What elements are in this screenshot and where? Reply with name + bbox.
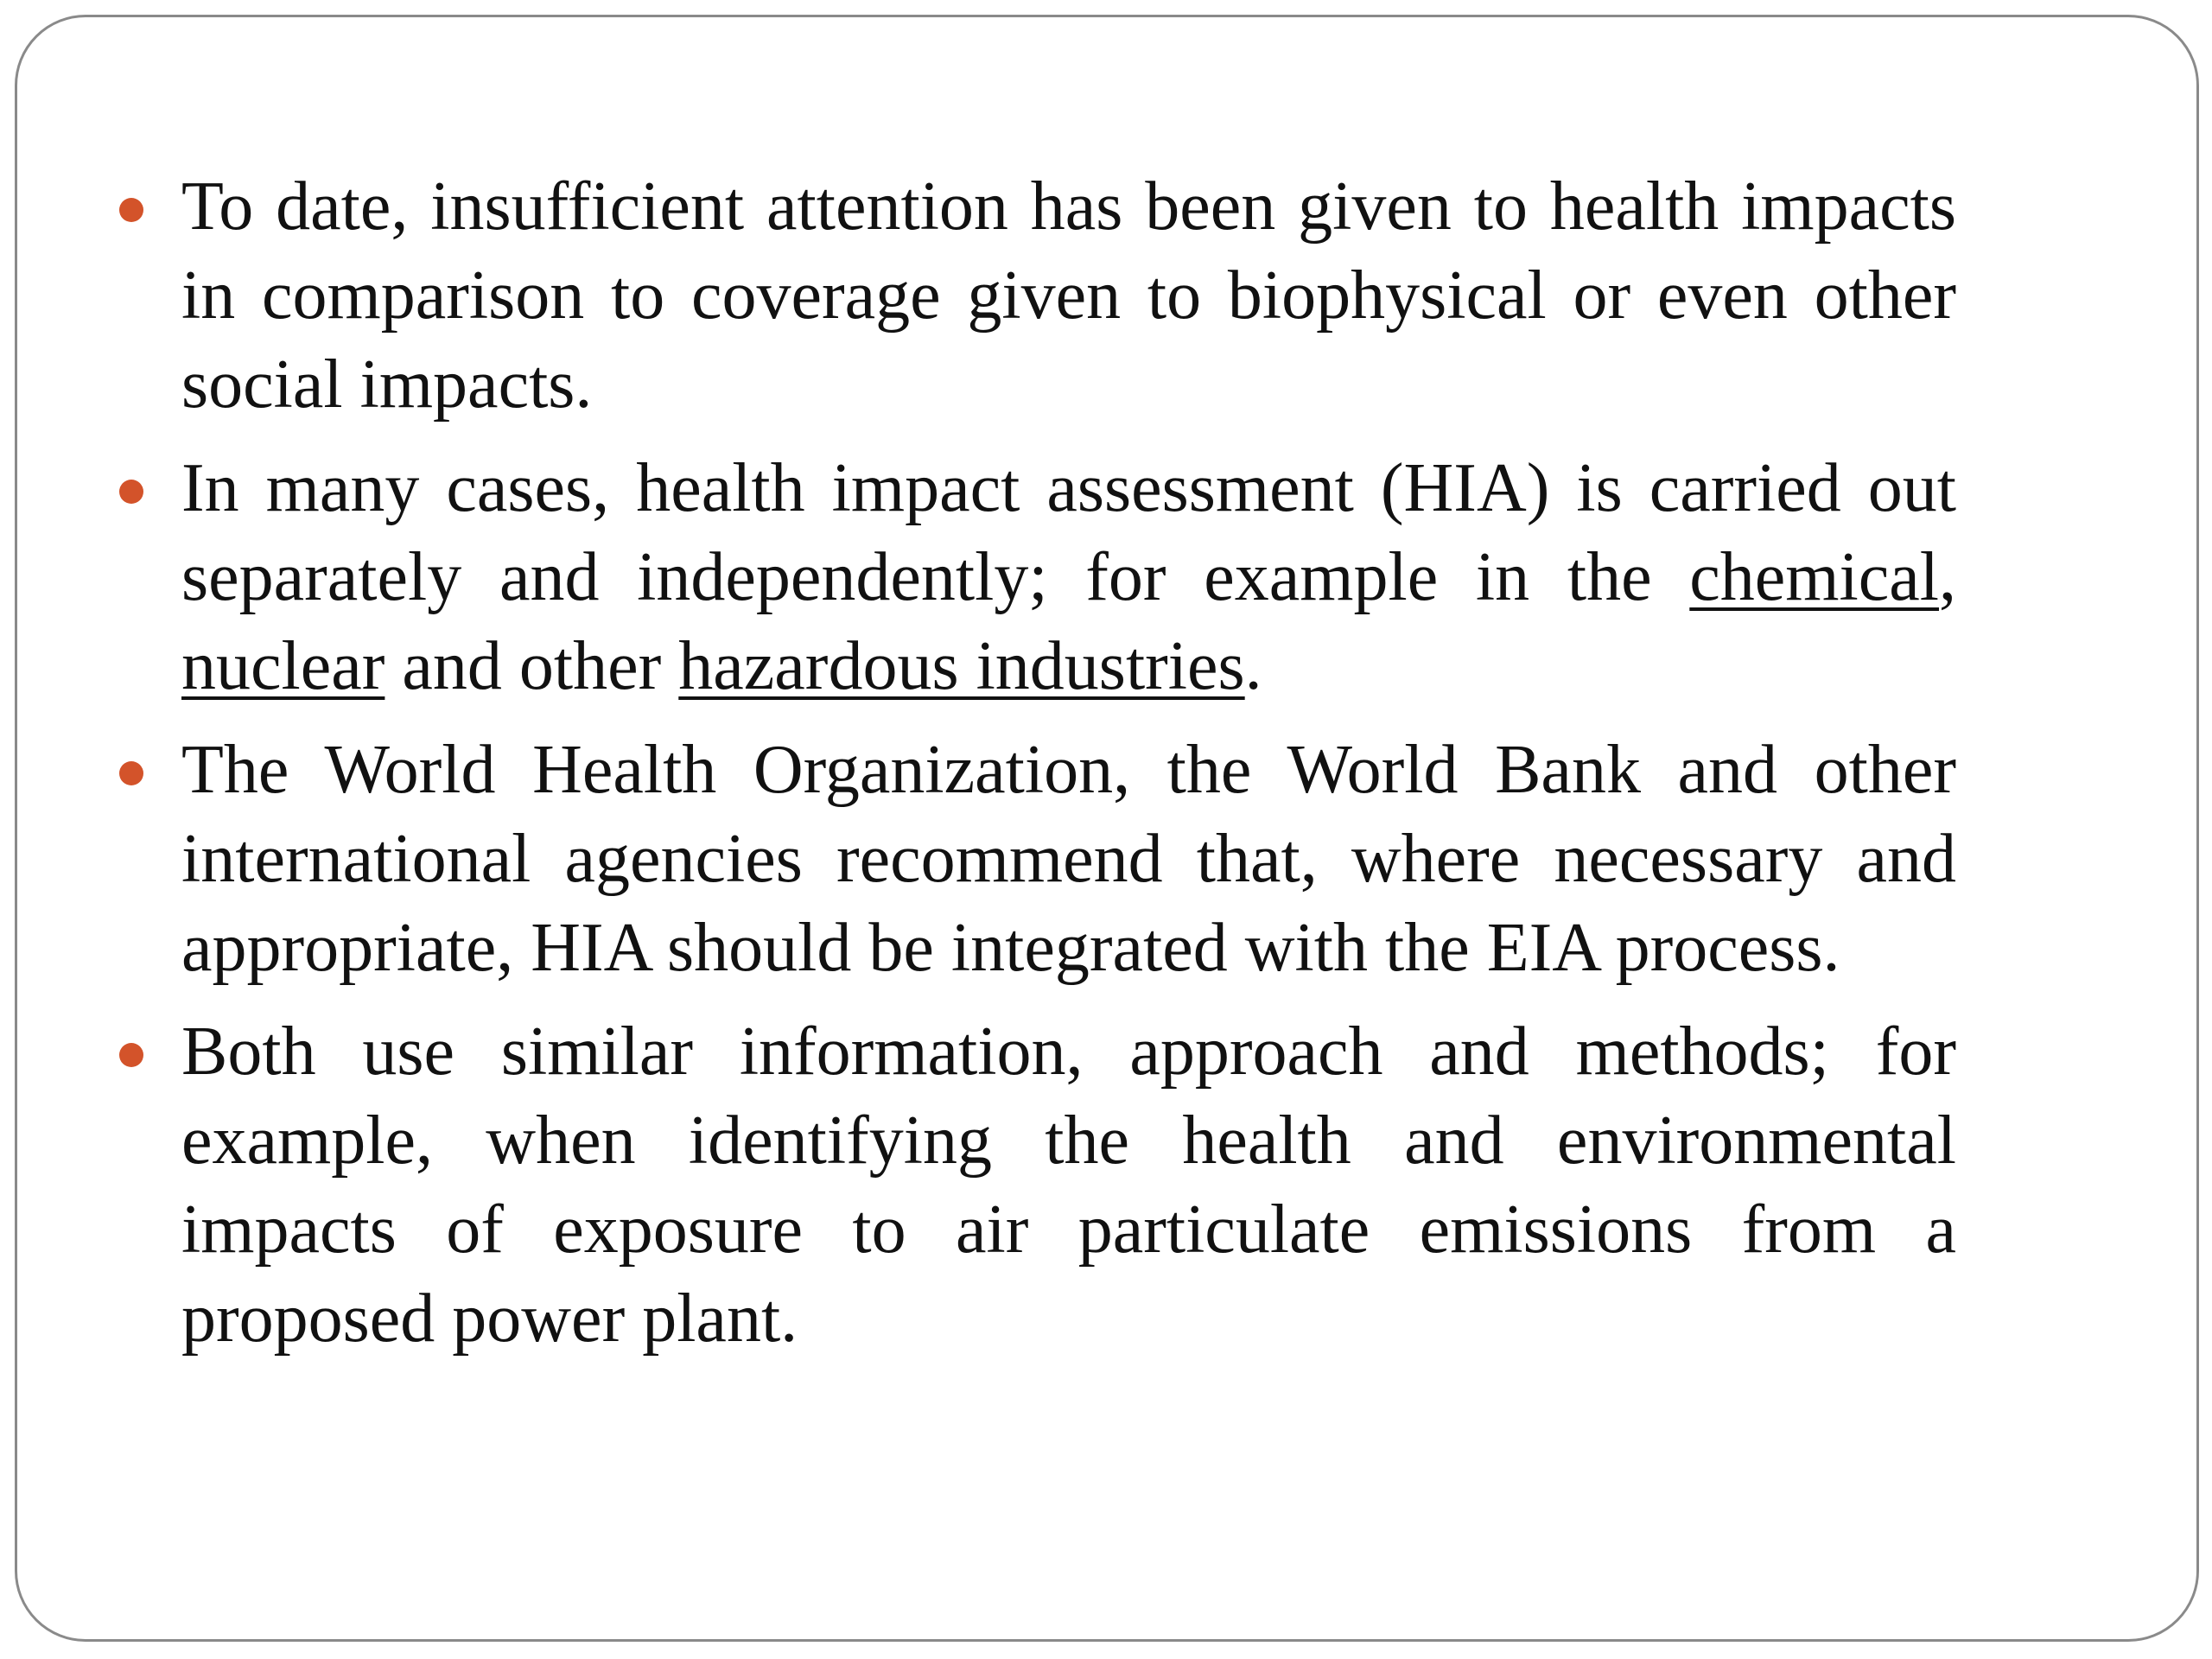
bullet-text-2 <box>181 444 1956 711</box>
link-nuclear[interactable]: nuclear <box>181 628 385 704</box>
bullet-dot-icon <box>119 1043 143 1067</box>
bullet-list <box>0 162 2212 1378</box>
bullet-dot-icon <box>119 761 143 785</box>
bullet-dot-icon <box>119 198 143 222</box>
bullet-text-2-comma: , <box>1939 539 1956 615</box>
link-chemical[interactable]: chemical <box>1689 539 1939 615</box>
bullet-text-4: Both use similar information, approach and methods; for example, when identifying the health and environmental impacts of exposure to air particulate emissions from a proposed power plant. <box>181 1014 1956 1357</box>
bullet-text-2-end: . <box>1244 628 1262 704</box>
bullet-item-3 <box>0 726 2212 993</box>
bullet-text-3: The World Health Organization, the World Bank and other international agencies recommend that, where necessary and appropriate, HIA should be integrated with the EIA process. <box>181 732 1956 986</box>
bullet-item-2 <box>0 444 2212 711</box>
bullet-text-2-mid: and other <box>385 628 679 704</box>
bullet-item-1 <box>0 162 2212 429</box>
link-hazardous-industries[interactable]: hazardous industries <box>678 628 1245 704</box>
bullet-text-1: To date, insufficient attention has been given to health impacts in comparison to coverage given to biophysical or even other social impacts. <box>181 168 1956 423</box>
bullet-item-4 <box>0 1007 2212 1363</box>
bullet-dot-icon <box>119 480 143 504</box>
bullet-text-2-intro: In many cases, health impact assessment (HIA) is carried out separately and independently; for example in the <box>181 450 1956 615</box>
